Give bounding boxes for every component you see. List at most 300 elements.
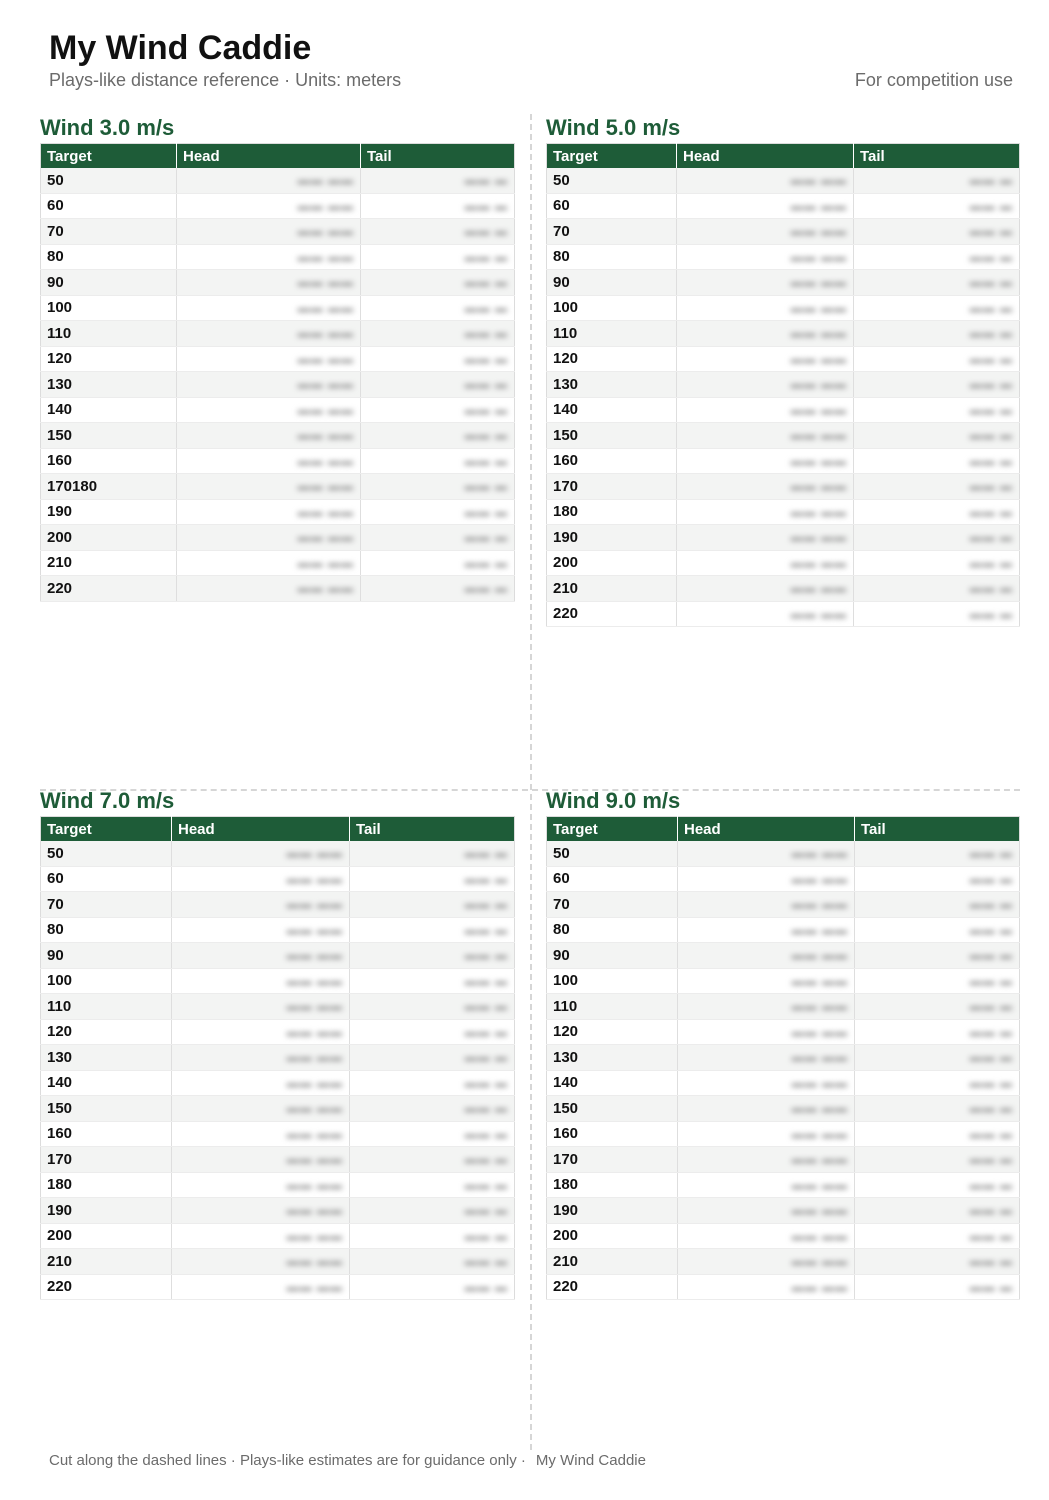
table-row <box>547 1198 1020 1224</box>
table-row <box>547 550 1020 576</box>
redacted-value: ▬▬ ▬ <box>464 300 508 315</box>
redacted-value: ▬▬ ▬ <box>464 402 508 417</box>
redacted-value: ▬▬ ▬▬ <box>791 897 848 912</box>
redacted-value: ▬▬ ▬▬ <box>286 999 343 1014</box>
tail-cell <box>350 892 515 918</box>
target-cell: 110 <box>41 321 177 347</box>
wind-card-9 <box>546 786 1020 1300</box>
table-row <box>41 1070 515 1096</box>
redacted-value: ▬▬ ▬▬ <box>297 275 354 290</box>
head-cell <box>678 1019 855 1045</box>
head-cell <box>678 968 855 994</box>
redacted-value: ▬▬ ▬ <box>969 1050 1013 1065</box>
target-cell: 180 <box>41 1172 172 1198</box>
target-cell: 100 <box>547 968 678 994</box>
head-cell <box>177 576 361 602</box>
tail-cell <box>350 1019 515 1045</box>
target-cell: 190 <box>547 1198 678 1224</box>
tail-cell <box>361 397 515 423</box>
table-row <box>547 968 1020 994</box>
tail-cell <box>855 994 1020 1020</box>
target-cell: 80 <box>41 917 172 943</box>
target-cell: 90 <box>547 270 677 296</box>
table-row <box>547 1121 1020 1147</box>
tail-cell <box>350 1249 515 1275</box>
redacted-value: ▬▬ ▬ <box>464 377 508 392</box>
redacted-value: ▬▬ ▬ <box>464 948 508 963</box>
table-row <box>41 1274 515 1300</box>
page-footer <box>49 1452 646 1469</box>
head-cell <box>677 397 854 423</box>
table-row <box>41 499 515 525</box>
tail-cell <box>855 1198 1020 1224</box>
table-row <box>547 1070 1020 1096</box>
tail-cell <box>855 1070 1020 1096</box>
redacted-value: ▬▬ ▬▬ <box>297 530 354 545</box>
tail-cell <box>350 866 515 892</box>
redacted-value: ▬▬ ▬ <box>464 351 508 366</box>
wind-card-3 <box>40 113 515 602</box>
head-cell <box>177 525 361 551</box>
target-cell: 170180 <box>41 474 177 500</box>
target-cell: 160 <box>547 1121 678 1147</box>
redacted-value: ▬▬ ▬ <box>464 224 508 239</box>
redacted-value: ▬▬ ▬ <box>464 999 508 1014</box>
target-cell: 110 <box>547 321 677 347</box>
table-row <box>547 943 1020 969</box>
column-header-head: Head <box>172 817 350 842</box>
tail-cell <box>854 550 1020 576</box>
tail-cell <box>854 295 1020 321</box>
table-row <box>547 321 1020 347</box>
redacted-value: ▬▬ ▬ <box>464 504 508 519</box>
redacted-value: ▬▬ ▬ <box>464 1024 508 1039</box>
redacted-value: ▬▬ ▬ <box>969 1152 1013 1167</box>
redacted-value: ▬▬ ▬ <box>969 897 1013 912</box>
table-row <box>41 1045 515 1071</box>
redacted-value: ▬▬ ▬ <box>464 326 508 341</box>
table-row <box>547 270 1020 296</box>
target-cell: 200 <box>41 525 177 551</box>
table-row <box>41 994 515 1020</box>
head-cell <box>677 576 854 602</box>
table-row <box>547 841 1020 866</box>
redacted-value: ▬▬ ▬▬ <box>790 606 847 621</box>
tail-cell <box>350 1198 515 1224</box>
head-cell <box>177 295 361 321</box>
target-cell: 50 <box>41 168 177 193</box>
target-cell: 220 <box>547 1274 678 1300</box>
redacted-value: ▬▬ ▬▬ <box>297 453 354 468</box>
head-cell <box>177 244 361 270</box>
redacted-value: ▬▬ ▬ <box>464 1075 508 1090</box>
head-cell <box>678 943 855 969</box>
target-cell: 110 <box>41 994 172 1020</box>
target-cell: 210 <box>547 576 677 602</box>
distance-table <box>546 143 1020 627</box>
column-header-tail: Tail <box>361 144 515 169</box>
redacted-value: ▬▬ ▬▬ <box>790 351 847 366</box>
redacted-value: ▬▬ ▬▬ <box>790 581 847 596</box>
tail-cell <box>361 423 515 449</box>
redacted-value: ▬▬ ▬▬ <box>297 300 354 315</box>
redacted-value: ▬▬ ▬ <box>464 1050 508 1065</box>
page-title: My Wind Caddie <box>49 29 312 67</box>
head-cell <box>677 474 854 500</box>
table-row <box>547 219 1020 245</box>
target-cell: 80 <box>547 244 677 270</box>
redacted-value: ▬▬ ▬ <box>969 555 1013 570</box>
table-row <box>41 550 515 576</box>
head-cell <box>678 1045 855 1071</box>
head-cell <box>177 474 361 500</box>
table-row <box>41 1223 515 1249</box>
head-cell <box>172 968 350 994</box>
head-cell <box>677 346 854 372</box>
redacted-value: ▬▬ ▬▬ <box>286 1152 343 1167</box>
column-header-head: Head <box>678 817 855 842</box>
table-row <box>41 943 515 969</box>
redacted-value: ▬▬ ▬▬ <box>297 198 354 213</box>
redacted-value: ▬▬ ▬▬ <box>791 1228 848 1243</box>
table-row <box>547 601 1020 627</box>
head-cell <box>177 550 361 576</box>
redacted-value: ▬▬ ▬▬ <box>297 402 354 417</box>
table-row <box>41 219 515 245</box>
redacted-value: ▬▬ ▬ <box>969 479 1013 494</box>
head-cell <box>677 448 854 474</box>
table-row <box>41 244 515 270</box>
head-cell <box>678 994 855 1020</box>
tail-cell <box>854 474 1020 500</box>
page-header <box>49 28 1013 90</box>
tail-cell <box>854 321 1020 347</box>
column-header-target: Target <box>547 817 678 842</box>
tail-cell <box>855 1045 1020 1071</box>
head-cell <box>172 943 350 969</box>
tail-cell <box>854 601 1020 627</box>
target-cell: 60 <box>41 866 172 892</box>
target-cell: 180 <box>547 1172 678 1198</box>
redacted-value: ▬▬ ▬ <box>969 871 1013 886</box>
table-row <box>41 474 515 500</box>
table-row <box>41 321 515 347</box>
target-cell: 70 <box>41 892 172 918</box>
head-cell <box>172 1223 350 1249</box>
tail-cell <box>361 550 515 576</box>
tail-cell <box>855 1121 1020 1147</box>
tail-cell <box>855 943 1020 969</box>
target-cell: 210 <box>547 1249 678 1275</box>
table-row <box>547 474 1020 500</box>
redacted-value: ▬▬ ▬▬ <box>791 1177 848 1192</box>
redacted-value: ▬▬ ▬ <box>969 173 1013 188</box>
redacted-value: ▬▬ ▬ <box>969 922 1013 937</box>
table-row <box>547 1096 1020 1122</box>
target-cell: 140 <box>41 1070 172 1096</box>
head-cell <box>177 448 361 474</box>
head-cell <box>678 1147 855 1173</box>
tail-cell <box>854 397 1020 423</box>
table-row <box>41 448 515 474</box>
column-header-tail: Tail <box>350 817 515 842</box>
tail-cell <box>350 1172 515 1198</box>
table-row <box>41 1198 515 1224</box>
target-cell: 90 <box>41 270 177 296</box>
tail-cell <box>854 423 1020 449</box>
redacted-value: ▬▬ ▬ <box>969 377 1013 392</box>
target-cell: 130 <box>547 372 677 398</box>
target-cell: 110 <box>547 994 678 1020</box>
redacted-value: ▬▬ ▬ <box>969 606 1013 621</box>
table-row <box>547 1223 1020 1249</box>
tail-cell <box>361 474 515 500</box>
competition-note: For competition use <box>854 70 1013 90</box>
table-row <box>547 423 1020 449</box>
redacted-value: ▬▬ ▬ <box>969 1126 1013 1141</box>
tail-cell <box>855 968 1020 994</box>
head-cell <box>177 270 361 296</box>
head-cell <box>172 917 350 943</box>
tail-cell <box>855 841 1020 866</box>
head-cell <box>678 1096 855 1122</box>
redacted-value: ▬▬ ▬▬ <box>286 1279 343 1294</box>
redacted-value: ▬▬ ▬ <box>969 326 1013 341</box>
redacted-value: ▬▬ ▬▬ <box>791 846 848 861</box>
head-cell <box>172 892 350 918</box>
target-cell: 160 <box>547 448 677 474</box>
head-cell <box>677 423 854 449</box>
tail-cell <box>855 866 1020 892</box>
target-cell: 50 <box>547 168 677 193</box>
redacted-value: ▬▬ ▬ <box>464 871 508 886</box>
target-cell: 50 <box>547 841 678 866</box>
redacted-value: ▬▬ ▬▬ <box>297 351 354 366</box>
column-header-tail: Tail <box>855 817 1020 842</box>
target-cell: 120 <box>547 1019 678 1045</box>
redacted-value: ▬▬ ▬▬ <box>297 224 354 239</box>
table-row <box>547 244 1020 270</box>
head-cell <box>172 1121 350 1147</box>
redacted-value: ▬▬ ▬ <box>464 530 508 545</box>
target-cell: 150 <box>41 1096 172 1122</box>
card-title: Wind 3.0 m/s <box>40 115 175 140</box>
tail-cell <box>361 372 515 398</box>
redacted-value: ▬▬ ▬ <box>464 846 508 861</box>
tail-cell <box>361 244 515 270</box>
redacted-value: ▬▬ ▬▬ <box>297 428 354 443</box>
redacted-value: ▬▬ ▬▬ <box>791 1075 848 1090</box>
tail-cell <box>854 168 1020 193</box>
wind-card-5 <box>546 113 1020 627</box>
redacted-value: ▬▬ ▬ <box>969 1101 1013 1116</box>
tail-cell <box>361 295 515 321</box>
tail-cell <box>361 270 515 296</box>
tail-cell <box>855 1172 1020 1198</box>
tail-cell <box>350 1045 515 1071</box>
target-cell: 70 <box>547 892 678 918</box>
redacted-value: ▬▬ ▬▬ <box>790 504 847 519</box>
target-cell: 100 <box>547 295 677 321</box>
head-cell <box>172 1045 350 1071</box>
table-row <box>41 917 515 943</box>
table-row <box>547 866 1020 892</box>
head-cell <box>172 1172 350 1198</box>
target-cell: 100 <box>41 968 172 994</box>
table-row <box>41 1172 515 1198</box>
table-row <box>547 1019 1020 1045</box>
redacted-value: ▬▬ ▬▬ <box>791 1101 848 1116</box>
table-row <box>41 892 515 918</box>
table-row <box>547 576 1020 602</box>
tail-cell <box>855 1019 1020 1045</box>
table-row <box>41 372 515 398</box>
column-header-tail: Tail <box>854 144 1020 169</box>
target-cell: 150 <box>41 423 177 449</box>
column-header-target: Target <box>547 144 677 169</box>
head-cell <box>172 1019 350 1045</box>
target-cell: 70 <box>547 219 677 245</box>
head-cell <box>177 499 361 525</box>
table-row <box>41 1019 515 1045</box>
head-cell <box>677 295 854 321</box>
redacted-value: ▬▬ ▬▬ <box>791 1126 848 1141</box>
target-cell: 60 <box>547 193 677 219</box>
table-row <box>41 423 515 449</box>
redacted-value: ▬▬ ▬ <box>464 428 508 443</box>
redacted-value: ▬▬ ▬ <box>969 275 1013 290</box>
tail-cell <box>361 168 515 193</box>
table-row <box>41 968 515 994</box>
redacted-value: ▬▬ ▬ <box>969 1203 1013 1218</box>
redacted-value: ▬▬ ▬▬ <box>791 1050 848 1065</box>
redacted-value: ▬▬ ▬ <box>969 428 1013 443</box>
head-cell <box>177 168 361 193</box>
head-cell <box>677 244 854 270</box>
redacted-value: ▬▬ ▬ <box>969 453 1013 468</box>
redacted-value: ▬▬ ▬▬ <box>286 1075 343 1090</box>
head-cell <box>678 1121 855 1147</box>
redacted-value: ▬▬ ▬ <box>969 1024 1013 1039</box>
target-cell: 140 <box>547 397 677 423</box>
redacted-value: ▬▬ ▬▬ <box>791 948 848 963</box>
target-cell: 60 <box>41 193 177 219</box>
head-cell <box>172 1070 350 1096</box>
redacted-value: ▬▬ ▬ <box>969 402 1013 417</box>
redacted-value: ▬▬ ▬▬ <box>297 504 354 519</box>
tail-cell <box>350 917 515 943</box>
tail-cell <box>854 346 1020 372</box>
redacted-value: ▬▬ ▬▬ <box>791 1254 848 1269</box>
target-cell: 210 <box>41 1249 172 1275</box>
target-cell: 50 <box>41 841 172 866</box>
redacted-value: ▬▬ ▬ <box>464 1279 508 1294</box>
redacted-value: ▬▬ ▬ <box>464 173 508 188</box>
target-cell: 200 <box>41 1223 172 1249</box>
target-cell: 220 <box>547 601 677 627</box>
page-subtitle: Plays-like distance reference · Units: meters <box>49 70 402 90</box>
target-cell: 150 <box>547 1096 678 1122</box>
redacted-value: ▬▬ ▬▬ <box>790 198 847 213</box>
tail-cell <box>854 219 1020 245</box>
target-cell: 170 <box>547 1147 678 1173</box>
redacted-value: ▬▬ ▬▬ <box>297 249 354 264</box>
column-header-target: Target <box>41 144 177 169</box>
table-row <box>41 295 515 321</box>
table-row <box>547 1045 1020 1071</box>
table-row <box>547 499 1020 525</box>
table-row <box>547 295 1020 321</box>
table-row <box>547 1249 1020 1275</box>
tail-cell <box>361 346 515 372</box>
target-cell: 220 <box>41 576 177 602</box>
redacted-value: ▬▬ ▬ <box>969 581 1013 596</box>
redacted-value: ▬▬ ▬▬ <box>297 555 354 570</box>
head-cell <box>678 892 855 918</box>
target-cell: 60 <box>547 866 678 892</box>
head-cell <box>172 841 350 866</box>
table-row <box>41 866 515 892</box>
target-cell: 130 <box>41 1045 172 1071</box>
redacted-value: ▬▬ ▬ <box>969 948 1013 963</box>
target-cell: 130 <box>41 372 177 398</box>
tail-cell <box>854 499 1020 525</box>
head-cell <box>677 550 854 576</box>
tail-cell <box>855 1147 1020 1173</box>
column-header-head: Head <box>677 144 854 169</box>
target-cell: 160 <box>41 1121 172 1147</box>
head-cell <box>678 1070 855 1096</box>
tail-cell <box>855 892 1020 918</box>
redacted-value: ▬▬ ▬ <box>969 973 1013 988</box>
head-cell <box>678 1223 855 1249</box>
tail-cell <box>361 448 515 474</box>
tail-cell <box>855 1274 1020 1300</box>
table-row <box>547 917 1020 943</box>
head-cell <box>172 1274 350 1300</box>
tail-cell <box>854 372 1020 398</box>
target-cell: 170 <box>547 474 677 500</box>
tail-cell <box>350 1096 515 1122</box>
target-cell: 190 <box>41 499 177 525</box>
head-cell <box>678 1198 855 1224</box>
head-cell <box>172 1198 350 1224</box>
table-row <box>547 397 1020 423</box>
table-row <box>547 448 1020 474</box>
redacted-value: ▬▬ ▬▬ <box>790 453 847 468</box>
redacted-value: ▬▬ ▬▬ <box>286 846 343 861</box>
redacted-value: ▬▬ ▬▬ <box>286 1203 343 1218</box>
head-cell <box>677 270 854 296</box>
redacted-value: ▬▬ ▬▬ <box>286 1024 343 1039</box>
target-cell: 80 <box>547 917 678 943</box>
tail-cell <box>350 1223 515 1249</box>
tail-cell <box>855 1249 1020 1275</box>
redacted-value: ▬▬ ▬ <box>969 351 1013 366</box>
head-cell <box>677 193 854 219</box>
head-cell <box>678 866 855 892</box>
redacted-value: ▬▬ ▬ <box>969 249 1013 264</box>
redacted-value: ▬▬ ▬▬ <box>790 479 847 494</box>
target-cell: 140 <box>41 397 177 423</box>
redacted-value: ▬▬ ▬▬ <box>790 326 847 341</box>
column-header-target: Target <box>41 817 172 842</box>
target-cell: 120 <box>547 346 677 372</box>
redacted-value: ▬▬ ▬▬ <box>297 377 354 392</box>
redacted-value: ▬▬ ▬ <box>969 1177 1013 1192</box>
head-cell <box>678 1172 855 1198</box>
redacted-value: ▬▬ ▬ <box>969 999 1013 1014</box>
